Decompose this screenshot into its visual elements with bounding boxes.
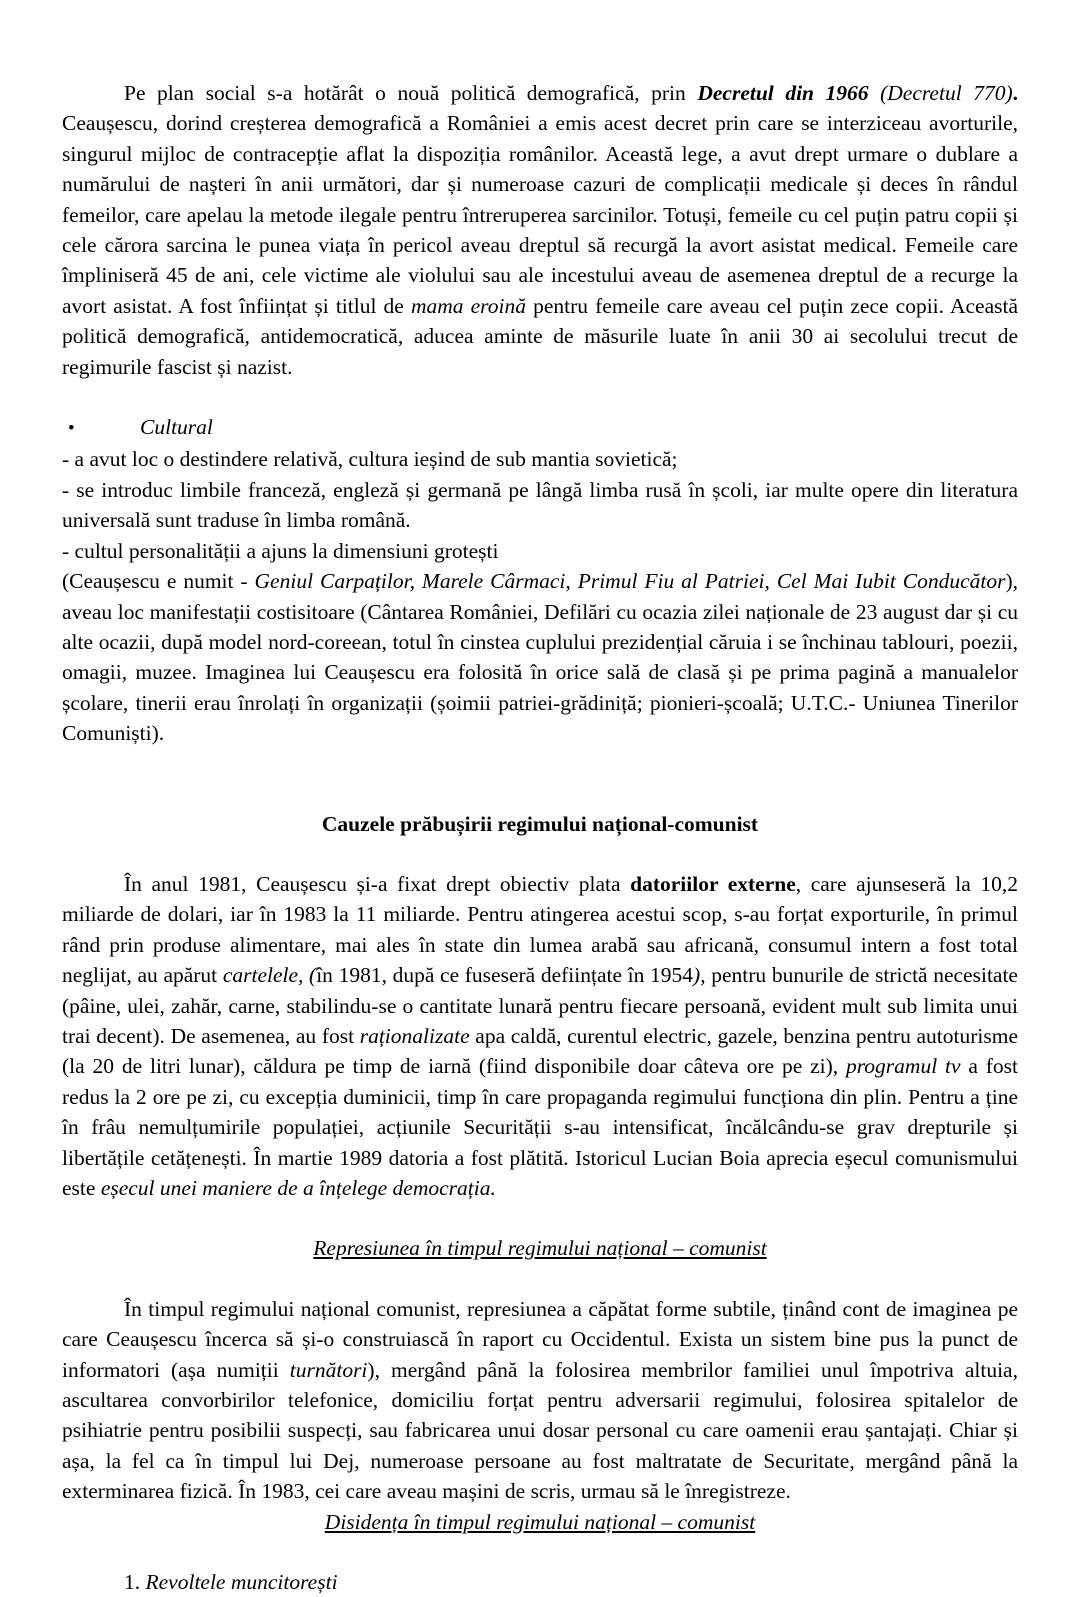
paragraph-cult-personalitatii	[62, 566, 1018, 748]
text-run: pentru femeile care aveau cel puțin zece copii. Această politică demografică, antidemocratică, aducea aminte de măsurile luate în anii 30 ai secolului trecut de regimurile fascist și nazist.	[62, 293, 1018, 379]
list-item-revoltele-muncitoresti	[62, 1567, 1018, 1597]
emphasis-esecul-maniere: eșecul unei maniere de a înțelege democrația.	[100, 1176, 496, 1200]
text-run: Pe plan social s-a hotărât o nouă politică demografică, prin	[124, 81, 698, 105]
paragraph-politica-demografica	[62, 78, 1018, 382]
emphasis-turnatori: turnători	[289, 1357, 368, 1382]
bullet-item-label: Cultural	[140, 415, 213, 440]
spacer	[62, 1264, 1018, 1294]
section-heading-cauzele: Cauzele prăbușirii regimului național-comunist	[321, 811, 759, 836]
subheading-text: Disidența în timpul regimului național – comunist	[324, 1509, 756, 1534]
list-item-number: 1.	[124, 1570, 141, 1595]
paragraph-represiunea	[62, 1294, 1018, 1507]
subheading-text: Represiunea în timpul regimului național – comunist	[313, 1236, 767, 1261]
emphasis-decretul-770: (Decretul 770)	[868, 81, 1013, 105]
section-subheading-represiunea	[62, 1233, 1018, 1263]
emphasis-decretul-1966: Decretul din 1966	[697, 81, 869, 105]
text-run: În anul 1981, Ceaușescu și-a fixat drept obiectiv plata	[124, 871, 631, 896]
spacer	[62, 382, 1018, 412]
text-run: ), mergând până la folosirea membrilor familiei unul împotriva altuia, ascultarea convorbirilor telefonice, domiciliu forțat pentru adversarii regimului, folosirea spitalelor de psihiatrie pentru posibilii suspecți, sau fabricarea unui dosar personal cu care oamenii erau șantajați. Chiar și așa, la fel ca în timpul lui Dej, numeroase persoane au fost maltratate de Securitate, mergând până la exterminarea fizică. În 1983, cei care aveau mașini de scris, urmau să le înregistreze.	[62, 1357, 1018, 1504]
text-run: a fost redus la 2 ore pe zi, cu excepția duminicii, timp în care propaganda regimului funcționa din plin. Pentru a ține în frâu nemulțumirile populației, acțiunile Securității s-au intensificat, încălcându-se grav drepturile și libertățile cetățenești. În martie 1989 datoria a fost plătită. Istoricul Lucian Boia aprecia eșecul comunismului este	[62, 1054, 1019, 1200]
text-run: apa caldă, curentul electric, gazele, benzina pentru autoturisme (la 20 de litri lunar), căldura pe timp de iarnă (fiind disponibile doar câteva ore pe zi),	[62, 1023, 1018, 1079]
text-run: ), aveau loc manifestații costisitoare (Cântarea României, Defilări cu ocazia zilei naționale de 23 august dar și cu alte ocazii, după model nord-coreean, totul în cinstea cuplului prezidențial căruia i se închinau tablouri, poezii, omagii, muzee. Imaginea lui Ceaușescu era folosită în orice sală de clasă și pe prima pagină a manualelor școlare, tinerii erau înrolați în organizații (șoimii patriei-grădiniță; pionieri-școală; U.T.C.- Uniunea Tinerilor Comuniști).	[62, 569, 1018, 746]
bullet-icon	[62, 412, 140, 444]
text-run: , care ajunseseră la 10,2 miliarde de dolari, iar în 1983 la 11 miliarde. Pentru atingerea acestui scop, s-au forțat exporturile, în primul rând prin produse alimentare, mai ales în state din lumea arabă sau africană, consumul intern a fost total neglijat, au apărut	[62, 871, 1018, 988]
text-run: În timpul regimului național comunist, represiunea a căpătat forme subtile, ținând cont de imaginea pe care Ceaușescu încerca să și-o construiască în raport cu Occidentul. Exista un sistem bine pus la punct de informatori (așa numiții	[62, 1296, 1018, 1382]
section-subheading-disidenta	[62, 1507, 1018, 1537]
spacer	[62, 1203, 1018, 1233]
text-run: în 1981, după ce fuseseră deființate în 1954	[316, 963, 694, 988]
spacer	[62, 1537, 1018, 1567]
cultural-line-3: - cultul personalității a ajuns la dimensiuni grotești	[62, 538, 499, 563]
text-run: ),	[693, 963, 706, 988]
spacer	[62, 839, 1018, 869]
bullet-item-cultural	[62, 412, 1018, 444]
emphasis-cartelele: cartelele, (	[222, 963, 317, 988]
spacer	[62, 749, 1018, 809]
paragraph-datorii-externe	[62, 869, 1018, 1203]
cultural-line-1: - a avut loc o destindere relativă, cultura ieșind de sub mantia sovietică;	[62, 447, 678, 472]
text-run: .	[1012, 81, 1018, 105]
cultural-line-2: - se introduc limbile franceză, engleză și germană pe lângă limba rusă în școli, iar multe opere din literatura universală sunt traduse în limba română.	[62, 477, 1018, 533]
text-run: pentru bunurile de strictă necesitate (pâine, ulei, zahăr, carne, stabilindu-se o cantitate lunară pentru fiecare persoană, evident mult sub limita unui trai decent). De asemenea, au fost	[62, 963, 1018, 1048]
emphasis-rationalizate: raționalizate	[359, 1023, 470, 1048]
text-run: (Ceaușescu e numit -	[62, 569, 255, 594]
text-run: Ceaușescu, dorind creșterea demografică a României a emis acest decret prin care se interziceau avorturile, singurul mijloc de contracepție aflat la dispoziția românilor. Această lege, a avut drept urmare o dublare a numărului de nașteri în anii următori, dar și numeroase cazuri de complicații medicale și deces în rândul femeilor, care apelau la metode ilegale pentru întreruperea sarcinilor. Totuși, femeile cu cel puțin patru copii și cele cărora sarcina le punea viața în pericol aveau dreptul să recurgă la avort asistat medical. Femeile care împliniseră 45 de ani, cele victime ale violului sau ale incestului aveau de asemenea dreptul de a recurge la avort asistat. A fost înființat și titlul de	[62, 111, 1018, 318]
emphasis-datoriilor-externe: datoriilor externe	[630, 871, 796, 896]
emphasis-programul-tv: programul tv	[845, 1054, 961, 1079]
emphasis-mama-eroina: mama eroină	[410, 293, 526, 318]
emphasis-titluri-ceausescu: Geniul Carpaților, Marele Cârmaci, Primul Fiu al Patriei, Cel Mai Iubit Conducător	[254, 569, 1006, 594]
list-item-label: Revoltele muncitorești	[140, 1570, 338, 1595]
